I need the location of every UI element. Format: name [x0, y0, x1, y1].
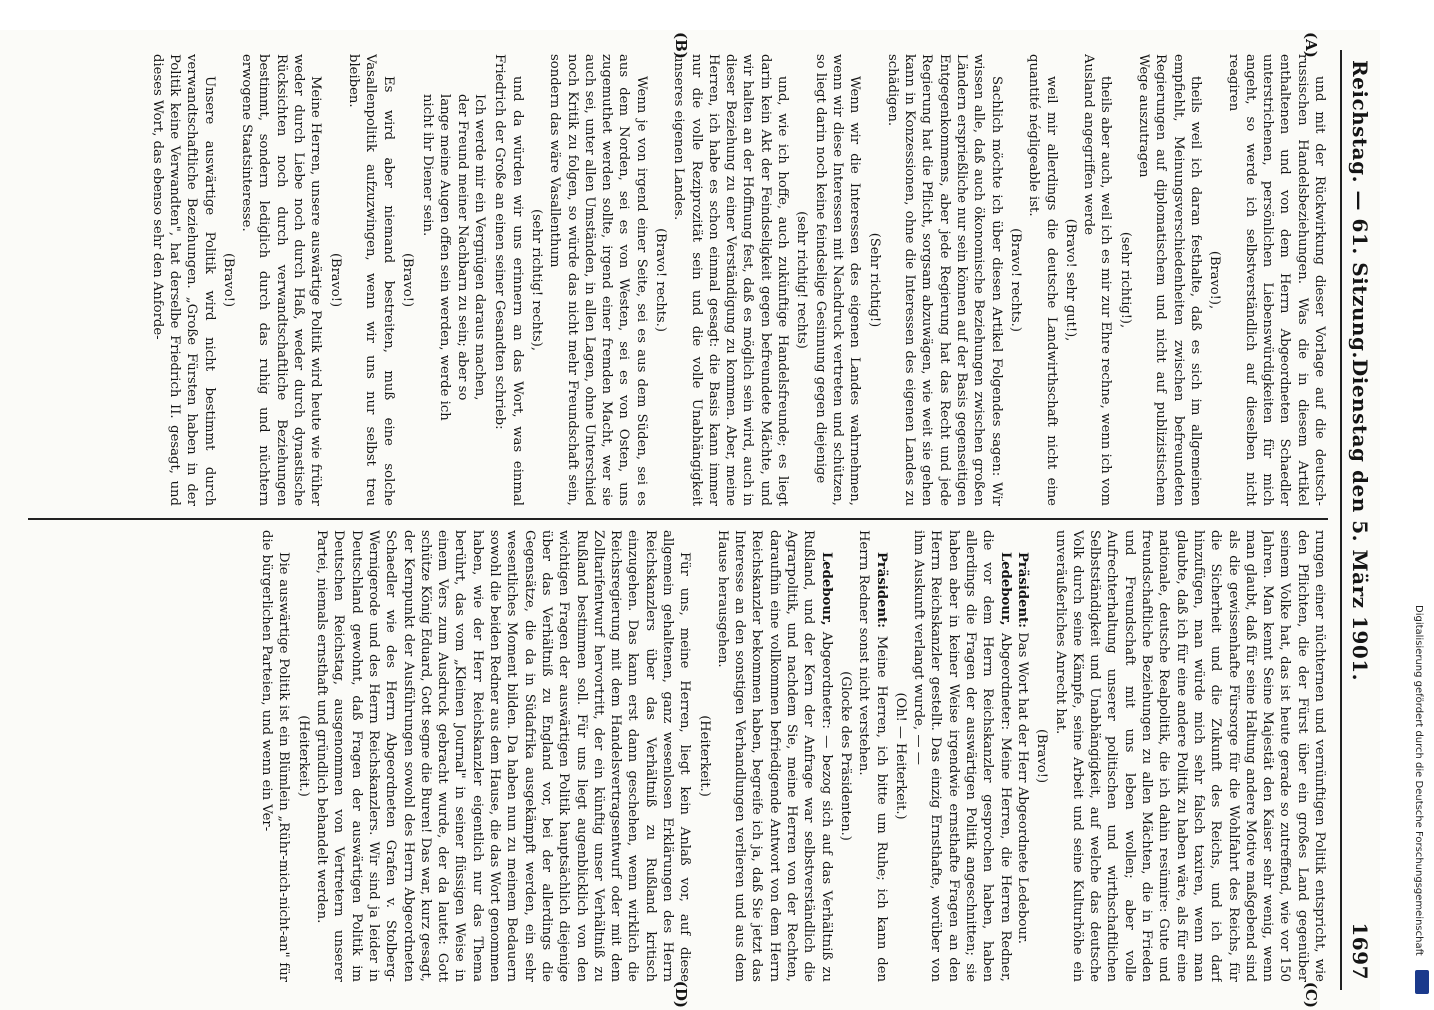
interjection: (sehr richtig!),	[1117, 231, 1133, 329]
page-number: 1697	[1348, 922, 1372, 980]
speaker-name: Ledebour,	[818, 552, 834, 626]
paragraph-text: Das Wort hat der Herr Abgeordnete Ledebour.	[1014, 628, 1030, 944]
paragraph	[313, 530, 694, 982]
paragraph	[1080, 54, 1115, 506]
paragraph	[491, 54, 526, 506]
speaker-name: Ledebour,	[997, 552, 1013, 626]
quotation-line: lange meine Augen offen sein werden, werde ich	[437, 94, 453, 421]
interjection: (Bravo!),	[1207, 250, 1223, 310]
paragraph-text: Sachlich möchte ich über diesen Artikel Folgendes sagen: Wir wissen alle, daß auch ökonomische Beziehungen zwischen großen Ländern ersprießliche nur sein können auf der Basis gegenseitigen Entgegenkommens, aber jede Regierung hat das Recht und jede Regierung hat die Pflicht, sorgsam abzuwägen, wie weit sie gehen kann in Konzessionen, ohne die Interessen des eigenen Landes zu schädigen.	[884, 54, 1004, 506]
speaker-name: Präsident:	[873, 552, 889, 629]
interjection: (Heiterkeit.)	[295, 715, 311, 797]
interjection: (Bravo!)	[220, 252, 236, 308]
interjection: (Bravo! sehr gut!),	[1062, 218, 1078, 342]
paragraph	[345, 54, 397, 506]
speaker-name: Präsident:	[1014, 552, 1030, 629]
paragraph-text: Unsere auswärtige Politik wird nicht bestimmt durch verwandtschaftliche Beziehungen. „Große Fürsten haben in der Politik keine Verwandten", hat derselbe Friedrich II. gesagt, und dieses Wort, das ebenso sehr den Anforde-	[149, 54, 217, 506]
paragraph-text: Es wird aber niemand bestreiten, muß eine solche Vasallenpolitik aufzuzwingen, wenn wir uns nur selbst treu bleiben.	[345, 54, 396, 506]
interjection: (Bravo!)	[1034, 728, 1050, 784]
header-date: Dienstag den 5. März 1901.	[1348, 358, 1372, 682]
paragraph-text: theils aber auch, weil ich es mir zur Ehre rechne, wenn ich vom Ausland angegriffen werde	[1081, 54, 1114, 506]
paragraph	[1014, 530, 1031, 982]
margin-marker-c: (C)	[1302, 981, 1320, 1008]
paragraph-text: Abgeordneter: — bezog sich auf das Verhältniß zu Rußland, und der Kern der Anfrage war selbstverständlich die Agrarpolitik, und nachdem Sie, meine Herren von der Rechten, daraufhin eine vollkommen befriedigende Antwort von dem Herrn Reichskanzler bekommen haben, begreife ich ja, daß Sie jetzt das Interesse an den sonstigen Verhandlungen verlieren und aus dem Hause herausgehen.	[714, 530, 834, 982]
paragraph	[910, 530, 1014, 982]
paragraph-text: Wenn je von irgend einer Seite, sei es aus dem Süden, sei es aus dem Norden, sei es von Westen, sei es von Osten, uns zugemuthet werden sollte, irgend einer fremden Macht, wer sie auch sei, unter allen Umständen, in allen Lagen, ohne Unterschied noch Kritik zu folgen, so würde das nicht mehr Freundschaft sein, sondern das wäre Vasallenthum	[547, 54, 649, 506]
paragraph-text: Die auswärtige Politik ist ein Blümlein „Rühr-mich-nicht-an" für die bürgerlichen Parteien, und wenn ein Ver-	[259, 530, 292, 982]
quotation-line: nicht ihr Diener sein.	[420, 94, 436, 237]
document-page	[0, 30, 1380, 1010]
header-session: Reichstag. — 61. Sitzung.	[1348, 60, 1372, 359]
interjection: (Bravo!)	[327, 252, 343, 308]
interjection: (Glocke des Präsidenten.)	[837, 671, 853, 841]
page-header	[1340, 50, 1376, 990]
paragraph-text: Meine Herren, unsere auswärtige Politik wird heute wie früher weder durch Liebe noch durch Haß, weder durch dynastische Rücksichten noch durch verwandtschaftliche Beziehungen bestimmt, sondern lediglich durch das ruhig und nüchtern erwogene Staatsinteresse.	[239, 54, 324, 506]
paragraph-text: Meine Herren, ich bitte um Ruhe; ich kann den Herrn Redner sonst nicht verstehen.	[856, 530, 889, 982]
paragraph-text: und, wie ich hoffe, auch zukünftige Handelsfreunde; es liegt darin kein Akt der Feindseligkeit gegen befreundete Mächte, und wir halten an der Hoffnung fest, daß es möglich sein wird, auch in dieser Beziehung zu einer Verständigung zu kommen. Aber, meine Herren, ich habe es schon einmal gesagt: die Basis kann immer nur die volle Reziprozität sein und die volle Unabhängigkeit unseres eigenen Landes.	[671, 54, 791, 506]
paragraph	[1051, 530, 1328, 982]
margin-marker-d: (D)	[672, 980, 690, 1008]
margin-marker-a: (A)	[1302, 32, 1320, 58]
paragraph	[258, 530, 293, 982]
interjection: (Oh! — Heiterkeit.)	[892, 692, 908, 820]
paragraph	[148, 54, 217, 506]
interjection: (sehr richtig! rechts)	[794, 211, 810, 349]
paragraph-text: Abgeordneter: Meine Herren, die Herren Redner, die vor dem Herrn Reichskanzler gesprochen haben, haben allerdings die Fragen der auswärtigen Politik angeschnitten; sie haben aber in keiner Weise irgendwie ernsthafte Fragen an den Herrn Reichskanzler gestellt. Das einzig Ernsthafte, worüber von ihm Auskunft verlangt wurde, — —	[911, 530, 1013, 982]
paragraph	[1025, 54, 1060, 506]
right-column	[16, 530, 1328, 982]
column-divider	[28, 518, 1328, 520]
paragraph	[546, 54, 650, 506]
paragraph	[670, 54, 791, 506]
paragraph-text: theils weil ich daran festhalte, daß es sich im allgemeinen empfiehlt, Meinungsverschiedenheiten zwischen befreundeten Regierungen auf diplomatischem und nicht auf publizistischem Wege auszutragen	[1136, 54, 1203, 506]
interjection: (sehr richtig! rechts),	[528, 209, 544, 351]
interjection: (Bravo! rechts.)	[653, 228, 669, 332]
left-column	[16, 54, 1328, 506]
paragraph	[1135, 54, 1204, 506]
paragraph	[884, 54, 1005, 506]
interjection: (Sehr richtig!)	[866, 232, 882, 328]
paragraph-text: und da würden wir uns erinnern an das Wort, was einmal Friedrich der Große an einen seiner Gesandten schrieb:	[492, 54, 525, 506]
interjection: (Heiterkeit.)	[696, 715, 712, 797]
paragraph	[1224, 54, 1328, 506]
paragraph	[714, 530, 835, 982]
paragraph	[811, 54, 863, 506]
interjection: (Bravo!)	[399, 252, 415, 308]
quotation-line: der Freund meiner Nachbarn zu sein; aber so	[454, 94, 470, 401]
paragraph	[855, 530, 890, 982]
paragraph-text: Wenn wir die Interessen des eigenen Landes wahrnehmen, wenn wir diese Interessen mit Nachdruck vertreten und schützen, so liegt darin noch keine feindselige Gesinnung gegen diejenige	[812, 54, 863, 506]
digitization-credit	[1412, 605, 1426, 995]
paragraph-text: weil mir allerdings die deutsche Landwirthschaft nicht eine quantité négligeable ist.	[1026, 54, 1059, 506]
paragraph-text: Für uns, meine Herren, liegt kein Anlaß vor, auf diese allgemein gehaltenen, ganz wesenlosen Erklärungen des Herrn Reichskanzlers über das Verhältniß zu Rußland kritisch einzugehen. Das kann erst dann geschehen, wenn wirklich die Reichsregierung mit dem Handelsvertragsentwurf oder mit dem Zolltarifentwurf hervortritt, der ein künftig unser Verhältniß zu Rußland bestimmen soll. Für uns liegt augenblicklich von den wichtigen Fragen der auswärtigen Politik hauptsächlich diejenige über das Verhältniß zu England vor, bei der allerdings die Gegensätze, die da in Südafrika ausgekämpft werden, ein sehr wesentliches Moment bilden. Da haben nun zu meinem Bedauern sowohl die beiden Redner aus dem Hause, die das Wort genommen haben, wie der Herr Reichskanzler eigentlich nur das Thema berührt, das vom „Kleinen Journal" in seiner flüssigen Weise in einem Vers zum Ausdruck gebracht wurde, der da lautet: Gott schütze König Eduard, Gott segne die Buren! Das war, kurz gesagt, der Kernpunkt der Ausführungen sowohl des Herrn Abgeordneten Schaedler wie des Herrn Abgeordneten Grafen v. Stolberg-Wernigerode und des Herrn Reichskanzlers. Wir sind ja leider in Deutschland gewohnt, daß Fragen der auswärtigen Politik im Deutschen Reichstag, ausgenommen von Vertretern unserer Partei, niemals ernsthaft und gründlich behandelt werden.	[314, 530, 693, 982]
paragraph-text: rungen einer nüchternen und vernünftigen Politik entspricht, wie den Pflichten, die der Fürst über ein großes Land gegenüber seinem Volke hat, das ist heute gerade so zutreffend, wie vor 150 Jahren. Man kennt Seine Majestät den Kaiser sehr wenig, wenn man glaubt, daß für seine Haltung andere Motive maßgebend sind als die gewissenhafte Fürsorge für die Wohlfahrt des Reichs, für die Sicherheit und die Zukunft des Reichs, und ich darf hinzufügen, man würde mich sehr falsch taxiren, wenn man glaubte, daß ich für eine andere Politik zu haben wäre, als für eine nationale, deutsche Realpolitik, die ich dahin resümire: Gute und freundschaftliche Beziehungen zu allen Mächten, die in Frieden und Freundschaft mit uns leben wollen; aber volle Aufrechterhaltung unserer politischen und wirthschaftlichen Selbstständigkeit und Unabhängigkeit, auf welche das deutsche Volk durch seine Kämpfe, seine Arbeit und seine Kulturhöhe ein unveräußerliches Anrecht hat.	[1052, 530, 1327, 982]
credit-text: Digitalisierung gefördert durch die Deutsche Forschungsgemeinschaft	[1413, 605, 1424, 956]
quotation	[419, 94, 488, 506]
quotation-line: Ich werde mir ein Vergnügen daraus machen,	[472, 94, 488, 401]
interjection: (Bravo! rechts.)	[1007, 228, 1023, 332]
paragraph-text: und mit der Rückwirkung dieser Vorlage auf die deutsch-russischen Handelsbeziehungen. Was die in diesem Artikel enthaltenen und von dem Herrn Abgeordneten Schaedler unterstrichenen, persönlichen Liebenswürdigkeiten für mich angeht, so werde ich selbstverständlich auf dieselben nicht reagiren	[1225, 54, 1327, 506]
dfg-logo	[1415, 970, 1429, 994]
margin-marker-b: (B)	[672, 32, 690, 59]
paragraph	[238, 54, 324, 506]
